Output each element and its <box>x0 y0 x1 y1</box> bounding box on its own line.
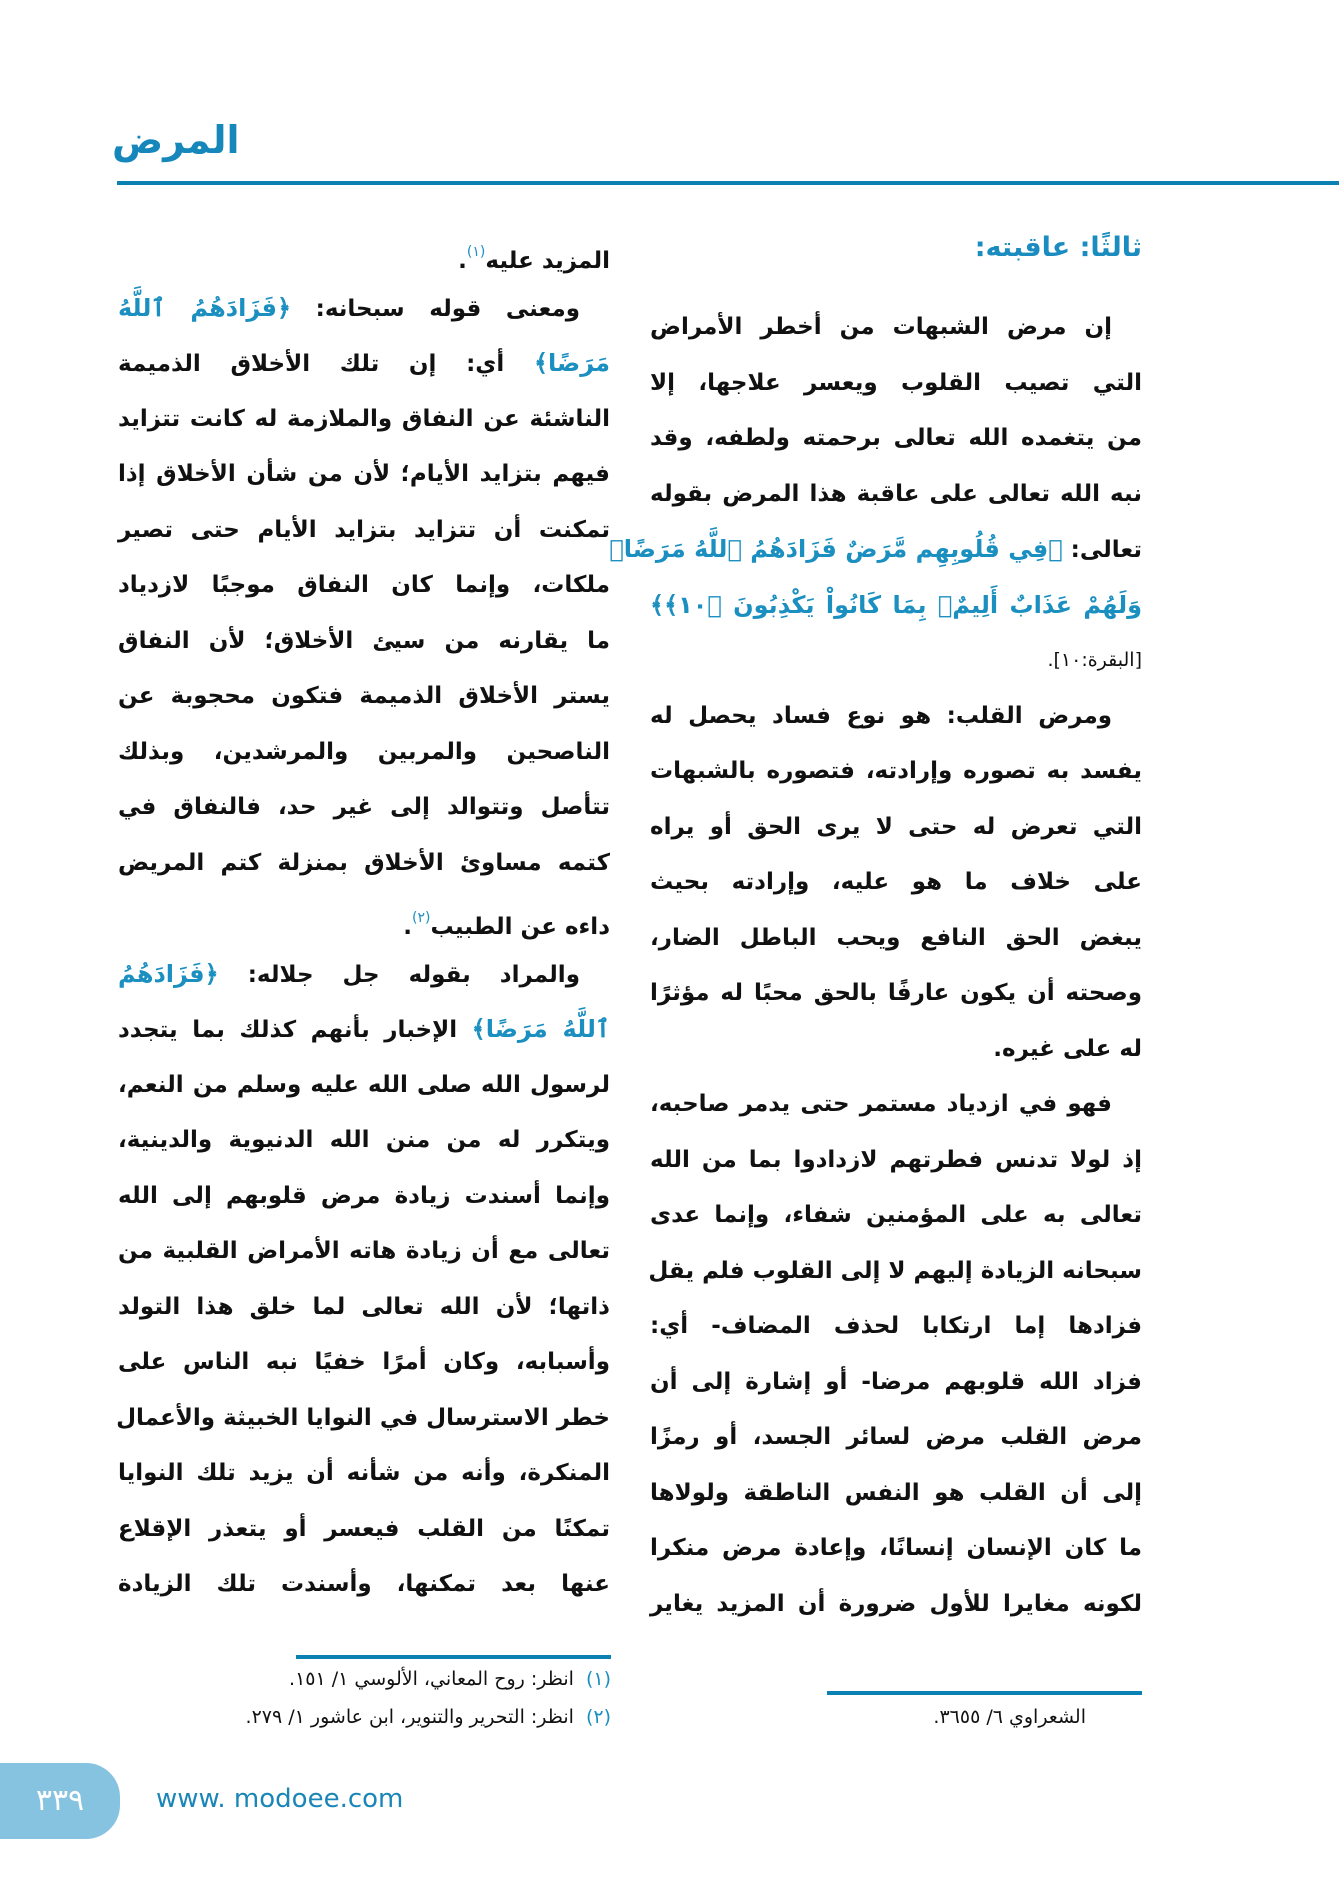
text-segment: الناشئة عن النفاق والملازمة له كانت تتزايد <box>118 405 610 432</box>
text-segment: خطر الاسترسال في النوايا الخبيثة والأعمال <box>116 1404 610 1431</box>
text-line <box>650 1022 1142 1078</box>
text-segment: عنها بعد تمكنها، وأسندت تلك الزيادة <box>118 1571 610 1597</box>
text-line <box>118 1335 610 1391</box>
text-segment: ذاتها؛ لأن الله تعالى لما خلق هذا التولد <box>118 1293 610 1320</box>
text-line <box>118 447 610 503</box>
text-segment: سبحانه الزيادة إليهم لا إلى القلوب فلم يقل <box>648 1257 1142 1284</box>
text-segment: له على غيره. <box>993 1035 1142 1062</box>
text-line <box>650 467 1142 523</box>
text-segment: ما كان الإنسان إنسانًا، وإعادة مرض منكرا <box>650 1535 1142 1561</box>
text-segment: إذ لولا تدنس فطرتهم لازدادوا بما من الله <box>650 1146 1142 1173</box>
text-segment: فهو في ازدياد مستمر حتى يدمر صاحبه، <box>650 1091 1112 1117</box>
text-segment: المنكرة، وأنه من شأنه أن يزيد تلك النوايا <box>118 1460 610 1486</box>
text-segment: فزادها إما ارتكابا لحذف المضاف- أي: <box>650 1313 1142 1339</box>
text-line <box>118 780 610 836</box>
text-segment: والمراد بقوله جل جلاله: <box>218 961 580 988</box>
section-heading: ثالثًا: عاقبته: <box>974 232 1142 263</box>
quran-verse: وَلَهُمْ عَذَابٌ أَلِيمٌۢ بِمَا كَانُواْ يَكْذِبُونَ ﴿١٠﴾﴾ <box>650 590 1142 619</box>
text-segment: وأسبابه، وكان أمرًا خفيًا نبه الناس على <box>118 1349 610 1375</box>
text-line <box>118 1058 610 1114</box>
text-line <box>609 522 1142 578</box>
text-segment: فزاد الله قلوبهم مرضا- أو إشارة إلى أن <box>650 1368 1142 1395</box>
text-segment: ومرض القلب: هو نوع فساد يحصل له <box>650 702 1112 729</box>
text-line <box>118 836 610 892</box>
text-line <box>650 966 1142 1022</box>
text-segment: ملكات، وإنما كان النفاق موجبًا لازدياد <box>118 572 610 598</box>
text-segment: وصحته أن يكون عارفًا بالحق محبًا له مؤثرًا <box>650 980 1142 1006</box>
text-line <box>650 1077 1142 1133</box>
footnote-1 <box>289 1668 611 1690</box>
text-line <box>118 503 610 559</box>
text-line <box>650 911 1142 967</box>
right-text-column <box>609 300 1142 1632</box>
text-segment: تعالى مع أن زيادة هاته الأمراض القلبية من <box>118 1238 610 1264</box>
text-segment: إن مرض الشبهات من أخطر الأمراض <box>650 314 1112 340</box>
text-line <box>650 800 1142 856</box>
text-segment: نبه الله تعالى على عاقبة هذا المرض بقوله <box>650 480 1142 507</box>
footnote-continuation <box>933 1706 1086 1728</box>
text-segment: التي تصيب القلوب ويعسر علاجها، إلا <box>650 369 1142 396</box>
text-line <box>650 689 1142 745</box>
text-line <box>118 1280 610 1336</box>
text-line <box>118 1113 610 1169</box>
text-segment: وإنما أسندت زيادة مرض قلوبهم إلى الله <box>118 1182 610 1209</box>
text-line <box>650 300 1142 356</box>
footnote-text: انظر: روح المعاني، الألوسي ١/ ١٥١. <box>289 1668 574 1690</box>
text-segment: [البقرة:١٠]. <box>1047 649 1142 671</box>
text-line <box>650 1521 1142 1577</box>
text-line <box>650 1355 1142 1411</box>
text-segment: ويتكرر له من منن الله الدنيوية والدينية، <box>118 1127 610 1153</box>
text-line <box>650 1577 1142 1633</box>
text-line <box>118 947 610 1003</box>
text-segment: تمكنًا من القلب فيعسر أو يتعذر الإقلاع <box>118 1515 610 1542</box>
text-segment: ما يقارنه من سيئ الأخلاق؛ لأن النفاق <box>118 627 610 654</box>
text-segment: إلى أن القلب هو النفس الناطقة ولولاها <box>650 1479 1142 1506</box>
text-line <box>650 1299 1142 1355</box>
text-segment: تعالى به على المؤمنين شفاء، وإنما عدى <box>650 1202 1142 1228</box>
footnote-text: انظر: التحرير والتنوير، ابن عاشور ١/ ٢٧٩. <box>245 1706 574 1728</box>
text-line <box>118 558 610 614</box>
footnote-number: (٢) <box>585 1706 611 1728</box>
text-line <box>650 411 1142 467</box>
left-text-column <box>118 225 610 1613</box>
text-segment: يفسد به تصوره وإرادته، فتصوره بالشبهات <box>650 758 1142 784</box>
text-line <box>650 1244 1142 1300</box>
quran-verse: ﴿فَزَادَهُمُ <box>118 959 219 988</box>
text-segment: يبغض الحق النافع ويحب الباطل الضار، <box>650 924 1142 951</box>
text-segment: فيهم بتزايد الأيام؛ لأن من شأن الأخلاق إذا <box>118 461 610 487</box>
text-line <box>650 1188 1142 1244</box>
text-segment: تعالى: <box>1062 537 1142 563</box>
text-line <box>650 1410 1142 1466</box>
quran-verse: ﴿فَزَادَهُمُ ٱللَّهُ <box>118 293 292 322</box>
page-number-badge: ٣٣٩ <box>0 1763 120 1839</box>
text-segment: يستر الأخلاق الذميمة فتكون محجوبة عن <box>118 683 610 709</box>
text-line <box>118 891 610 947</box>
text-line <box>118 725 610 781</box>
quran-verse: ٱللَّهُ مَرَضًا﴾ <box>471 1015 610 1043</box>
text-line <box>118 1224 610 1280</box>
header-divider <box>117 181 1339 185</box>
text-line <box>650 1466 1142 1522</box>
text-line <box>650 633 1142 689</box>
text-line <box>118 1391 610 1447</box>
text-line <box>650 578 1142 634</box>
footnote-divider-right <box>827 1691 1142 1695</box>
footnote-number: (١) <box>585 1668 611 1690</box>
text-segment: على خلاف ما هو عليه، وإرادته بحيث <box>650 869 1142 895</box>
text-line <box>118 1002 610 1058</box>
text-line <box>118 392 610 448</box>
footnote-reference: (١) <box>466 244 486 260</box>
text-segment: كتمه مساوئ الأخلاق بمنزلة كتم المريض <box>118 849 610 876</box>
text-segment: ومعنى قوله سبحانه: <box>291 295 581 322</box>
text-line <box>118 669 610 725</box>
footnote-divider-left <box>296 1655 611 1659</box>
text-segment: مرض القلب مرض لسائر الجسد، أو رمزًا <box>650 1424 1142 1450</box>
text-segment: . <box>458 248 467 274</box>
text-line <box>118 1502 610 1558</box>
running-header-title: المرض <box>112 118 240 162</box>
text-segment: . <box>403 914 413 940</box>
text-line <box>650 855 1142 911</box>
text-segment: تمكنت أن تتزايد بتزايد الأيام حتى تصير <box>118 516 610 543</box>
text-line <box>118 614 610 670</box>
text-segment: الناصحين والمربين والمرشدين، وبذلك <box>118 738 610 765</box>
quran-verse: ﴿فِي قُلُوبِهِم مَّرَضٌ فَزَادَهُمُ ٱللَّهُ مَرَضًاۖ <box>609 535 1063 563</box>
text-segment: لرسول الله صلى الله عليه وسلم من النعم، <box>118 1071 610 1098</box>
text-line <box>650 1133 1142 1189</box>
text-line <box>650 744 1142 800</box>
footnote-2 <box>246 1706 611 1728</box>
text-segment: المزيد عليه <box>485 248 610 274</box>
text-segment: التي تعرض له حتى لا يرى الحق أو يراه <box>650 813 1142 840</box>
text-line <box>650 356 1142 412</box>
text-segment: لكونه مغايرا للأول ضرورة أن المزيد يغاير <box>650 1590 1142 1617</box>
text-line <box>118 336 610 392</box>
text-segment: تتأصل وتتوالد إلى غير حد، فالنفاق في <box>118 794 610 820</box>
quran-verse: مَرَضًا﴾ <box>533 349 610 377</box>
text-line <box>118 1557 610 1613</box>
text-segment: أي: إن تلك الأخلاق الذميمة <box>118 351 534 377</box>
text-segment: داءه عن الطبيب <box>430 914 610 940</box>
footnote-reference: (٢) <box>412 910 431 926</box>
text-line <box>118 225 610 281</box>
text-line <box>118 1169 610 1225</box>
footnote-text: الشعراوي ٦/ ٣٦٥٥. <box>933 1706 1086 1728</box>
text-line <box>118 1446 610 1502</box>
website-link[interactable]: www. modoee.com <box>156 1784 404 1814</box>
text-segment: الإخبار بأنهم كذلك بما يتجدد <box>118 1017 472 1043</box>
text-line <box>118 281 610 337</box>
text-segment: من يتغمده الله تعالى برحمته ولطفه، وقد <box>650 425 1142 451</box>
